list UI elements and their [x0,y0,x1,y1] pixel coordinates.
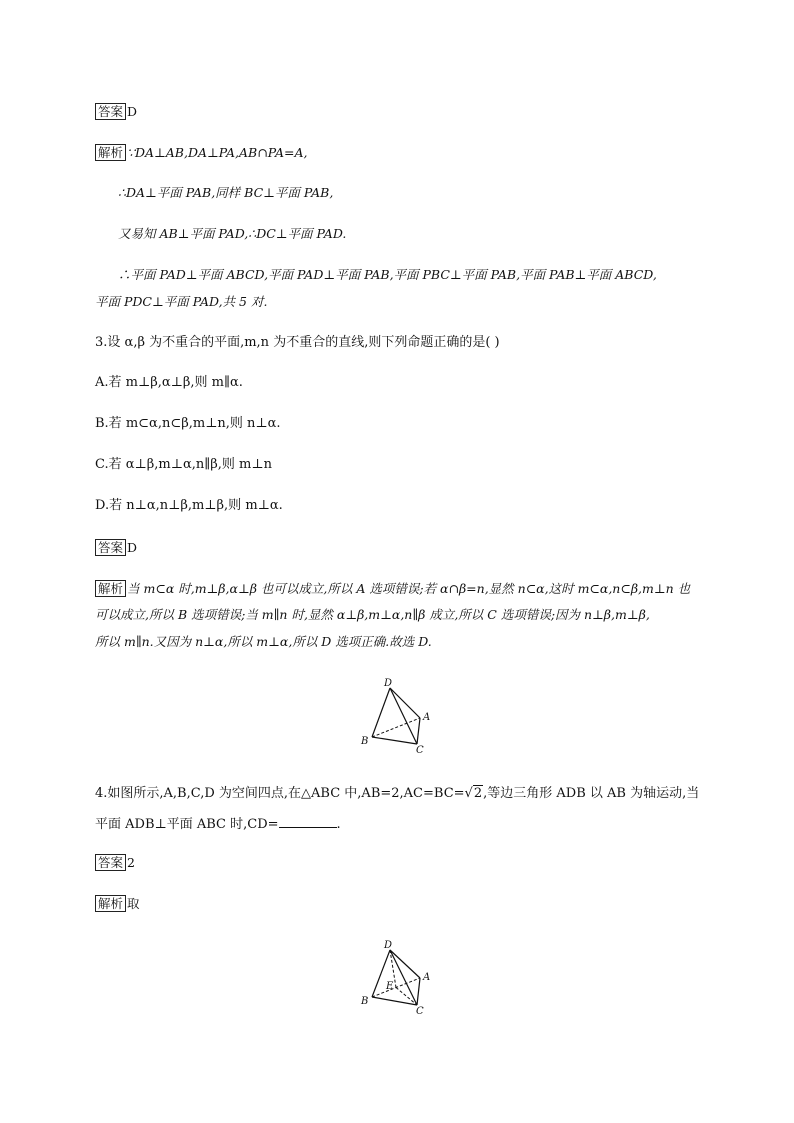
label-d: D [384,678,393,689]
edge-ac [417,978,420,1005]
label-e: E [386,981,394,992]
label-d: D [384,940,393,951]
analysis-tag: 解析 [95,895,126,912]
edge-dc [390,688,417,744]
question-4-text-a: 4.如图所示,A,B,C,D 为空间四点,在△ABC 中,AB=2,AC=BC= [95,786,465,801]
edge-db [372,688,390,737]
answer-tag: 答案 [95,539,126,556]
label-b: B [361,736,369,747]
edge-da [390,950,420,978]
label-a: A [423,972,431,983]
answer-row-2 [95,103,137,120]
label-c: C [416,745,424,756]
question-3-option-b: B.若 m⊂α,n⊂β,m⊥n,则 n⊥α. [95,416,281,431]
question-4-text-c: 平面 ADB⊥平面 ABC 时,CD= [95,817,279,832]
analysis-line: 当 m⊂α 时,m⊥β,α⊥β 也可以成立,所以 A 选项错误;若 α∩β=n,显然 n⊂α,这时 m⊂α,n⊂β,m⊥n 也 [127,581,691,596]
edge-ac [417,718,420,744]
analysis-row-3 [95,580,690,597]
question-3-option-a: A.若 m⊥β,α⊥β,则 m∥α. [95,375,243,390]
question-3-option-c: C.若 α⊥β,m⊥α,n∥β,则 m⊥n [95,457,272,472]
analysis-text: 取 [127,896,140,911]
tetrahedron-figure [355,676,445,756]
answer-tag: 答案 [95,103,126,120]
analysis-line: ∴平面 PAD⊥平面 ABCD,平面 PAD⊥平面 PAB,平面 PBC⊥平面 PAB,平面 PAB⊥平面 ABCD, [118,267,657,282]
analysis-tag: 解析 [95,580,126,597]
question-3-option-d: D.若 n⊥α,n⊥β,m⊥β,则 m⊥α. [95,498,283,513]
tetrahedron-figure-with-midpoint [355,938,445,1018]
analysis-row-4 [95,895,140,912]
question-4-text-b: ,等边三角形 ADB 以 AB 为轴运动,当 [483,786,700,801]
analysis-line: 平面 PDC⊥平面 PAD,共 5 对. [95,294,268,309]
question-4-line-2 [95,815,341,833]
edge-bc [372,997,417,1005]
analysis-tag: 解析 [95,144,126,161]
analysis-line: 可以成立,所以 B 选项错误;当 m∥n 时,显然 α⊥β,m⊥α,n∥β 成立,所以 C 选项错误;因为 n⊥β,m⊥β, [95,607,650,622]
answer-tag: 答案 [95,854,126,871]
label-a: A [423,712,431,723]
question-4-line-1 [95,786,699,802]
sqrt-value: 2 [473,786,483,801]
edge-bc [372,737,417,744]
sqrt-sign: √ [464,786,473,801]
label-b: B [361,996,369,1007]
edge-da [390,688,420,718]
analysis-line: 又易知 AB⊥平面 PAD,∴DC⊥平面 PAD. [118,226,347,241]
answer-value: 2 [127,855,135,870]
question-4-text-end: . [336,817,341,832]
label-c: C [416,1006,424,1017]
answer-row-4 [95,854,135,871]
answer-row-3 [95,539,137,556]
analysis-line: ∴DA⊥平面 PAB,同样 BC⊥平面 PAB, [118,185,334,200]
analysis-line: 所以 m∥n.又因为 n⊥α,所以 m⊥α,所以 D 选项正确.故选 D. [95,634,432,649]
answer-value: D [127,104,138,119]
analysis-row-2 [95,144,307,161]
question-3-stem: 3.设 α,β 为不重合的平面,m,n 为不重合的直线,则下列命题正确的是( ) [95,335,500,350]
analysis-line: ∵DA⊥AB,DA⊥PA,AB∩PA=A, [127,145,308,160]
answer-blank [279,815,337,828]
answer-value: D [127,540,138,555]
